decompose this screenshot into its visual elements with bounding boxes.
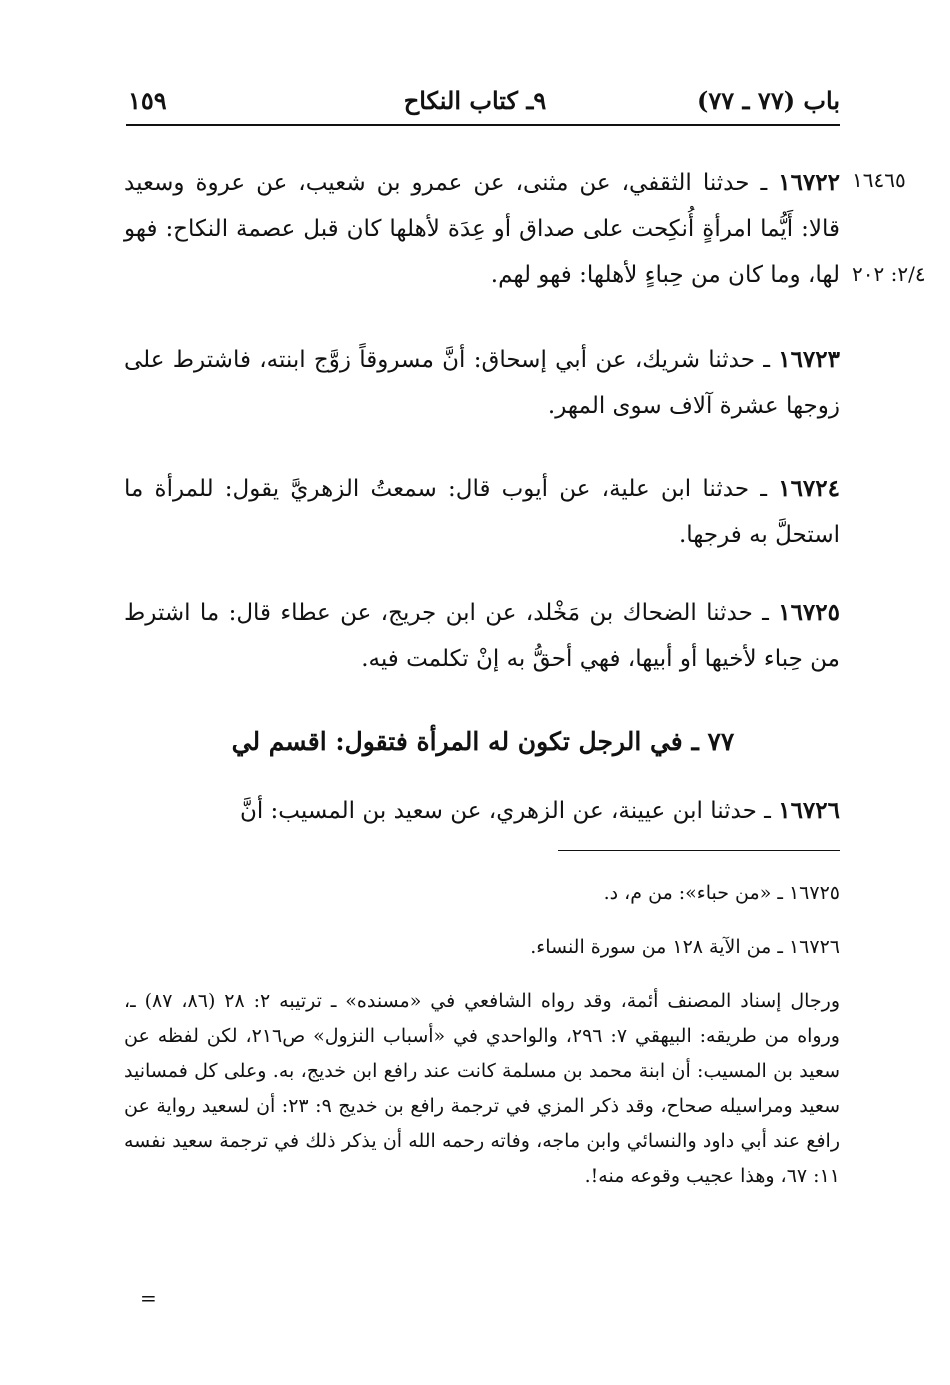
continuation-mark: = [140, 1286, 157, 1310]
page-number: ١٥٩ [128, 86, 167, 115]
entry-text: ـ حدثنا ابن عيينة، عن الزهري، عن سعيد بن المسيب: أنَّ [239, 798, 779, 824]
entry-16723 [124, 337, 840, 429]
entry-text: ـ حدثنا ابن علية، عن أيوب قال: سمعتُ الزهريَّ يقول: للمرأة ما استحلَّ به فرجها. [124, 476, 840, 548]
entry-16726 [124, 788, 840, 834]
entry-text: ـ حدثنا الثقفي، عن مثنى، عن عمرو بن شعيب، عن عروة وسعيد قالا: أَيُّما امرأةٍ أُنكِحت على صداق أو عِدَة لأهلها كان قبل عصمة النكاح: فهو لها، وما كان من حِباءٍ لأهلها: فهو لهم. [124, 170, 840, 288]
margin-ref-2: ٢/٤: ٢٠٢ [852, 262, 926, 286]
margin-ref-1: ١٦٤٦٥ [852, 168, 906, 192]
entry-number: ١٦٧٢٢ [778, 169, 840, 196]
header-divider [126, 124, 840, 126]
entry-16722 [124, 160, 840, 298]
chapter-range: باب (٧٧ ـ ٧٧) [697, 86, 840, 115]
footnote-commentary: ورجال إسناد المصنف أئمة، وقد رواه الشافعي في «مسنده» ـ ترتيبه ٢: ٢٨ (٨٦، ٨٧) ـ، ورواه من طريقه: البيهقي ٧: ٢٩٦، والواحدي في «أسباب النزول» ص٢١٦، لكن لفظه عن سعيد بن المسيب: أن ابنة محمد بن مسلمة كانت عند رافع ابن خديج، به. وعلى كل فمسانيد سعيد ومراسيله صحاح، وقد ذكر المزي في ترجمة رافع بن خديج ٩: ٢٣: أن لسعيد رواية عن رافع عند أبي داود والنسائي وابن ماجه، وفاته رحمه الله أن يذكر ذلك في ترجمة سعيد نفسه ١١: ٦٧، وهذا عجيب وقوعه منه!. [124, 990, 841, 1187]
entry-number: ١٦٧٢٦ [778, 797, 840, 824]
footnote-divider [558, 850, 840, 851]
section-heading: ٧٧ ـ في الرجل تكون له المرأة فتقول: اقسم لي [231, 727, 735, 756]
entry-number: ١٦٧٢٥ [778, 599, 840, 626]
entry-text: ـ حدثنا الضحاك بن مَخْلد، عن ابن جريج، عن عطاء قال: ما اشترط من حِباء لأخيها أو أبيها، فهي أحقُّ به إنْ تكلمت فيه. [124, 600, 840, 672]
entry-number: ١٦٧٢٤ [778, 475, 840, 502]
entry-16724 [124, 466, 840, 558]
footnote-16726: ١٦٧٢٦ ـ من الآية ١٢٨ من سورة النساء. [530, 936, 840, 958]
entry-16725 [124, 590, 840, 682]
book-title: ٩ـ كتاب النكاح [403, 86, 547, 115]
entry-text: ـ حدثنا شريك، عن أبي إسحاق: أنَّ مسروقاً زوَّج ابنته، فاشترط على زوجها عشرة آلاف سوى المهر. [124, 347, 840, 419]
entry-number: ١٦٧٢٣ [778, 346, 840, 373]
footnote-16725: ١٦٧٢٥ ـ «من حباء»: من م، د. [603, 882, 840, 904]
